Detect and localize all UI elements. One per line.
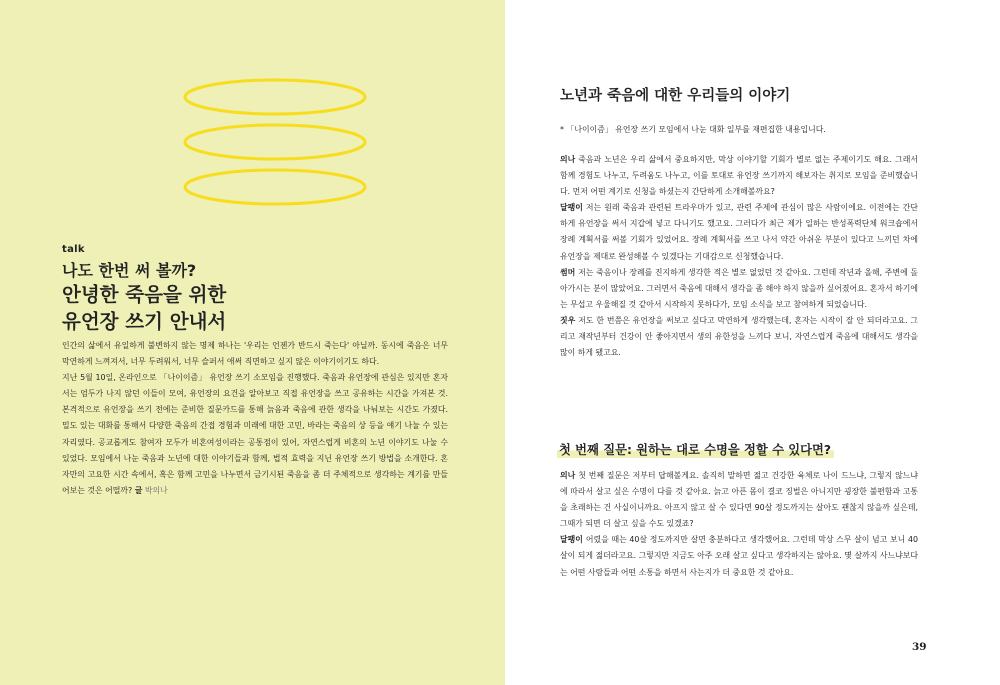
intro-paragraph-2 xyxy=(62,370,448,499)
dialogue-entry xyxy=(560,200,918,264)
speaker-name: 의나 xyxy=(560,155,576,164)
speaker-name: 썸머 xyxy=(560,267,576,277)
section-tag: talk xyxy=(62,244,85,255)
dialogue-entry xyxy=(560,532,918,580)
page-number: 39 xyxy=(912,641,927,653)
speaker-name: 의나 xyxy=(560,471,576,480)
speaker-name: 짓우 xyxy=(560,315,576,325)
speaker-text: 저는 죽음이나 장례를 진지하게 생각한 적은 별로 없었던 것 같아요. 그런데 작년과 올해, 주변에 돌아가시는 분이 많았어요. 그러면서 죽음에 대해서 생각을 좀 해야 하지 않을까 싶어졌어요. 혼자서 하기에는 무섭고 우울해질 것 같아서 시작하지 못하다가, 모임 소식을 보고 참여하게 되었습니다. xyxy=(560,267,918,309)
speaker-name: 달팽이 xyxy=(560,203,583,213)
dialogue-entry xyxy=(560,152,918,200)
dialogue-intro xyxy=(560,152,918,361)
dialogue-question-1 xyxy=(560,468,918,581)
speaker-text: 첫 번째 질문은 저부터 답해볼게요. 솔직히 말하면 젊고 건강한 육체로 나이 드느냐, 그렇지 않느냐에 따라서 살고 싶은 수명이 다를 것 같아요. 늙고 아픈 몸이 결코 징벌은 아니지만 굉장한 불편함과 고통을 초래하는 건 사실이니까요. 아프지 않고 살 수 있다면 90살 정도까지는 살아도 괜찮지 않을까 싶은데, 그때가 되면 더 살고 싶을 수도 있겠죠? xyxy=(560,471,918,529)
intro-paragraph-2-text: 지난 5월 10일, 온라인으로 「나이이즘」 유언장 쓰기 소모임을 진행했다. 죽음과 유언장에 관심은 있지만 혼자서는 엄두가 나지 않던 이들이 모여, 유언장의 요건을 알아보고 직접 유언장을 쓰고 공유하는 시간을 가져본 것. 본격적으로 유언장을 쓰기 전에는 준비한 질문카드를 통해 늙음과 죽음에 관한 생각을 나눠보는 시간도 가졌다. 밀도 있는 대화를 통해서 다양한 죽음의 간접 경험과 미래에 대한 고민, 바라는 죽음의 상 등을 얘기 나눌 수 있는 자리였다. 공교롭게도 참여자 모두가 비혼여성이라는 공통점이 있어, 자연스럽게 비혼의 노년 이야기도 나눌 수 있었다. 모임에서 나눈 죽음과 노년에 대한 이야기들과 함께, 법적 효력을 지닌 유언장 쓰기 방법을 소개한다. 혼자만의 고요한 시간 속에서, 혹은 함께 고민을 나누면서 금기시된 죽음을 좀 더 주체적으로 생각하는 계기를 만들어보는 것은 어떨까? xyxy=(62,373,448,495)
speaker-text: 저도 한 번쯤은 유언장을 써보고 싶다고 막연하게 생각했는데, 혼자는 시작이 잘 안 되더라고요. 그리고 재작년부터 건강이 안 좋아지면서 생의 유한성을 느끼다 보니, 자연스럽게 죽음에 대해서도 생각을 많이 하게 됐고요. xyxy=(560,315,918,358)
byline-author: 박의나 xyxy=(144,485,168,495)
dialogue-entry xyxy=(560,265,918,313)
article-heading xyxy=(62,244,462,335)
editor-note: * 「나이이즘」 유언장 쓰기 모임에서 나눈 대화 일부를 재편집한 내용입니다. xyxy=(560,125,826,134)
byline-label: 글 xyxy=(134,485,143,495)
section-title: 노년과 죽음에 대한 우리들의 이야기 xyxy=(560,88,791,104)
speaker-text: 어렸을 때는 40살 정도까지만 살면 충분하다고 생각했어요. 그런데 막상 스무 살이 넘고 보니 40살이 되게 젊더라고요. 그렇지만 지금도 아주 오래 살고 싶다고 생각하지는 않아요. 몇 살까지 사느냐보다는 어떤 사람들과 어떤 소통을 하면서 사는지가 더 중요한 것 같아요. xyxy=(560,535,918,577)
article-title-line-2: 유언장 쓰기 안내서 xyxy=(62,310,227,333)
intro-text xyxy=(62,338,448,499)
dialogue-entry xyxy=(560,313,918,361)
dialogue-entry xyxy=(560,468,918,532)
article-title-line-1: 안녕한 죽음을 위한 xyxy=(62,283,227,306)
question-heading: 첫 번째 질문: 원하는 대로 수명을 정할 수 있다면? xyxy=(557,440,834,458)
stacked-rings-decoration-icon xyxy=(170,72,380,212)
intro-paragraph-1: 인간의 삶에서 유일하게 불변하지 않는 명제 하나는 '우리는 언젠가 반드시 죽는다' 아닐까. 동시에 죽음은 너무 막연하게 느껴져서, 너무 두려워서, 너무 슬퍼서 애써 직면하고 싶지 않은 이야기이기도 하다. xyxy=(62,341,448,367)
article-subtitle: 나도 한번 써 볼까? xyxy=(62,261,197,280)
speaker-name: 달팽이 xyxy=(560,535,583,545)
speaker-text: 저는 원래 죽음과 관련된 트라우마가 있고, 관련 주제에 관심이 많은 사람이에요. 이전에는 간단하게 유언장을 써서 지갑에 넣고 다니기도 했고요. 그러다가 최근 제가 일하는 반성폭력단체 워크숍에서 장례 계획서를 써볼 기회가 있었어요. 장례 계획서를 쓰고 나서 약간 아쉬운 부분이 있다고 느끼던 차에 유언장을 제대로 완성해볼 수 있겠다는 기대감으로 신청했습니다. xyxy=(560,203,918,261)
speaker-text: 죽음과 노년은 우리 삶에서 중요하지만, 막상 이야기할 기회가 별로 없는 주제이기도 해요. 그래서 함께 경험도 나누고, 두려움도 나누고, 이를 토대로 유언장 쓰기까지 해보자는 취지로 모임을 준비했습니다. 먼저 어떤 계기로 신청을 하셨는지 간단하게 소개해볼까요? xyxy=(560,155,918,197)
